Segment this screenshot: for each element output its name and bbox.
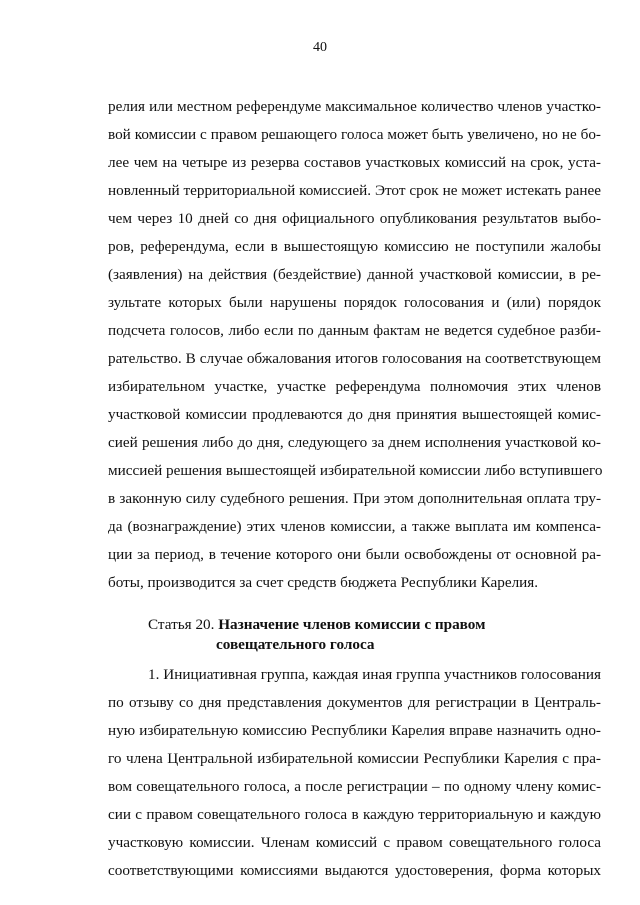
- text-line: вом совещательного голоса, а после регистрации – по одному члену комис-: [108, 778, 601, 795]
- text-line: сией решения либо до дня, следующего за днем исполнения участковой ко-: [108, 434, 601, 451]
- article-heading: [148, 616, 485, 634]
- text-line: ную избирательную комиссию Республики Карелия вправе назначить одно-: [108, 722, 601, 739]
- article-title-line2: совещательного голоса: [216, 636, 375, 653]
- text-line: да (вознаграждение) этих членов комиссии, а также выплата им компенса-: [108, 518, 601, 535]
- text-line: 1. Инициативная группа, каждая иная группа участников голосования: [148, 666, 601, 683]
- text-line: зультате которых были нарушены порядок голосования и (или) порядок: [108, 294, 601, 311]
- text-line: миссией решения вышестоящей избирательной комиссии либо вступившего: [108, 462, 603, 479]
- text-line: ров, референдума, если в вышестоящую комиссию не поступили жалобы: [108, 238, 601, 255]
- page-number: 40: [313, 40, 327, 55]
- text-line: участковую комиссии. Членам комиссий с правом совещательного голоса: [108, 834, 601, 851]
- text-line: вой комиссии с правом решающего голоса может быть увеличено, но не бо-: [108, 126, 601, 143]
- article-title-line1: Назначение членов комиссии с правом: [218, 616, 486, 633]
- text-line: соответствующими комиссиями выдаются удостоверения, форма которых: [108, 862, 601, 879]
- text-line: чем через 10 дней со дня официального опубликования результатов выбо-: [108, 210, 601, 227]
- text-line: в законную силу судебного решения. При этом дополнительная оплата тру-: [108, 490, 601, 507]
- text-line: боты, производится за счет средств бюджета Республики Карелия.: [108, 574, 539, 591]
- text-line: новленный территориальной комиссией. Этот срок не может истекать ранее: [108, 182, 601, 199]
- text-line: (заявления) на действия (бездействие) данной участковой комиссии, в ре-: [108, 266, 601, 283]
- text-line: релия или местном референдуме максимальное количество членов участко-: [108, 98, 601, 115]
- text-line: по отзыву со дня представления документов для регистрации в Централь-: [108, 694, 601, 711]
- text-line: го члена Центральной избирательной комиссии Республики Карелия с пра-: [108, 750, 601, 767]
- text-line: сии с правом совещательного голоса в каждую территориальную и каждую: [108, 806, 601, 823]
- text-line: участковой комиссии продлеваются до дня принятия вышестоящей комис-: [108, 406, 601, 423]
- article-label: Статья 20.: [148, 616, 215, 633]
- text-line: избирательном участке, участке референдума полномочия этих членов: [108, 378, 601, 395]
- text-line: ции за период, в течение которого они были освобождены от основной ра-: [108, 546, 601, 563]
- text-line: подсчета голосов, либо если по данным фактам не ведется судебное разби-: [108, 322, 601, 339]
- text-line: лее чем на четыре из резерва составов участковых комиссий на срок, уста-: [108, 154, 601, 171]
- text-line: рательство. В случае обжалования итогов голосования на соответствующем: [108, 350, 601, 367]
